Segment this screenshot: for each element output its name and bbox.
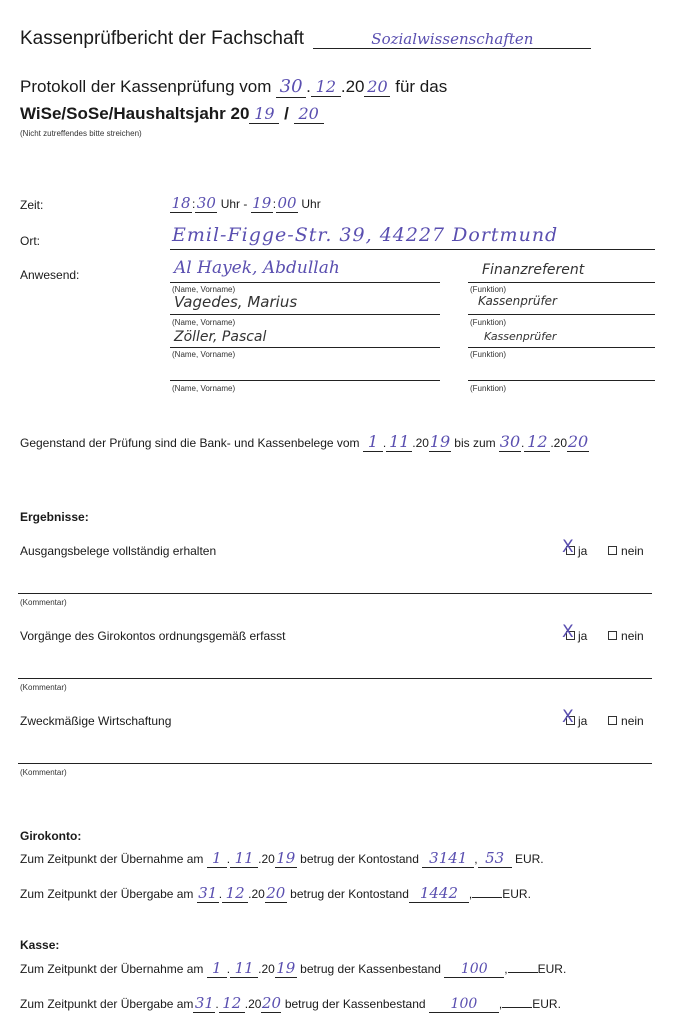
comment-line-2[interactable] xyxy=(18,678,652,679)
result-options-3 xyxy=(562,707,644,728)
term-separator: / xyxy=(284,104,289,123)
dot: . xyxy=(258,852,262,866)
name-caption-1: (Name, Vorname) xyxy=(172,285,236,294)
nein-checkbox-3[interactable] xyxy=(608,716,617,725)
uebergabe-text: Zum Zeitpunkt der Übergabe am xyxy=(20,887,194,901)
zeit-from-minute[interactable]: 30 xyxy=(196,194,216,212)
name-caption-3: (Name, Vorname) xyxy=(172,350,236,359)
term-line xyxy=(20,104,324,124)
dot: . xyxy=(226,962,231,976)
attendee-function-3[interactable]: Kassenprüfer xyxy=(484,330,557,343)
check-mark: X xyxy=(562,707,574,727)
function-line-4[interactable] xyxy=(468,380,655,381)
year-prefix: 20 xyxy=(251,887,265,901)
protocol-text: Protokoll der Kassenprüfung vom xyxy=(20,77,272,96)
dot: . xyxy=(215,997,219,1011)
result-label-2: Vorgänge des Girokontos ordnungsgemäß erfasst xyxy=(20,629,286,643)
giro-uebergabe-month[interactable]: 12 xyxy=(222,884,248,903)
colon: : xyxy=(192,197,196,211)
nein-checkbox-1[interactable] xyxy=(608,546,617,555)
term-label: WiSe/SoSe/Haushaltsjahr 20 xyxy=(20,104,250,123)
function-caption-2: (Funktion) xyxy=(470,318,507,327)
ort-label: Ort: xyxy=(20,234,40,248)
zeit-to-minute[interactable]: 00 xyxy=(277,194,297,212)
name-line-3 xyxy=(170,347,440,348)
kontostand-text: betrug der Kontostand xyxy=(290,887,409,901)
eur-label: EUR. xyxy=(502,887,531,901)
kontostand-text: betrug der Kontostand xyxy=(300,852,419,866)
function-caption-3: (Funktion) xyxy=(470,350,507,359)
result-options-1 xyxy=(562,537,644,558)
dot: . xyxy=(244,997,249,1011)
zeit-to-hour[interactable]: 19 xyxy=(252,194,272,212)
year-prefix: 20 xyxy=(248,997,262,1011)
uebernahme-text: Zum Zeitpunkt der Übernahme am xyxy=(20,852,204,866)
protocol-day[interactable]: 30 xyxy=(276,76,306,98)
kassenbestand-text: betrug der Kassenbestand xyxy=(300,962,441,976)
name-line-2 xyxy=(170,314,440,315)
kasse-uebernahme-cents[interactable] xyxy=(508,972,538,973)
eur-label: EUR. xyxy=(514,852,544,866)
bis-text: bis zum xyxy=(454,436,496,450)
nein-label: nein xyxy=(621,629,644,643)
function-line-3 xyxy=(468,347,655,348)
name-line-4[interactable] xyxy=(170,380,440,381)
dot: . xyxy=(248,887,252,901)
giro-uebernahme-day[interactable]: 1 xyxy=(207,849,227,868)
giro-uebergabe-cents[interactable] xyxy=(472,897,502,898)
dot: . xyxy=(382,436,387,450)
strike-note: (Nicht zutreffendes bitte streichen) xyxy=(20,129,142,138)
function-line-2 xyxy=(468,314,655,315)
giro-uebernahme-month[interactable]: 11 xyxy=(230,849,258,868)
girokonto-uebergabe-line xyxy=(20,884,531,903)
giro-uebernahme-year[interactable]: 19 xyxy=(276,849,296,867)
function-caption-4: (Funktion) xyxy=(470,384,507,393)
title-text: Kassenprüfbericht der Fachschaft xyxy=(20,28,305,49)
document-title xyxy=(20,28,591,50)
colon: : xyxy=(272,197,277,211)
zeit-label: Zeit: xyxy=(20,198,44,212)
dot: . xyxy=(258,962,262,976)
ergebnisse-heading: Ergebnisse: xyxy=(20,510,89,524)
gegenstand-text: Gegenstand der Prüfung sind die Bank- und Kassenbelege vom xyxy=(20,436,360,450)
protocol-line xyxy=(20,76,447,98)
comma: , xyxy=(474,852,478,866)
nein-label: nein xyxy=(621,544,644,558)
kassenbestand-text: betrug der Kassenbestand xyxy=(284,997,426,1011)
result-label-3: Zweckmäßige Wirtschaftung xyxy=(20,714,172,728)
zeit-from-hour[interactable]: 18 xyxy=(171,194,191,212)
comma: , xyxy=(468,887,473,901)
kasse-uebergabe-cents[interactable] xyxy=(502,1007,532,1008)
eur-label: EUR. xyxy=(537,962,567,976)
ja-label: ja xyxy=(578,544,588,558)
fachschaft-field[interactable]: Sozialwissenschaften xyxy=(313,30,591,49)
protocol-month[interactable]: 12 xyxy=(311,77,341,97)
protocol-year-prefix: 20 xyxy=(345,77,365,96)
year-prefix: 20 xyxy=(261,852,275,866)
girokonto-heading: Girokonto: xyxy=(20,829,82,843)
nein-label: nein xyxy=(621,714,644,728)
kasse-uebergabe-euros[interactable]: 100 xyxy=(429,996,499,1013)
kasse-uebernahme-euros[interactable]: 100 xyxy=(444,961,504,978)
year-prefix: 20 xyxy=(553,436,568,450)
comma: , xyxy=(498,997,503,1011)
giro-uebernahme-euros[interactable]: 3141 xyxy=(422,849,474,868)
ja-checkbox-2[interactable] xyxy=(562,622,578,643)
uhr: Uhr xyxy=(301,197,321,211)
dot: . xyxy=(412,436,416,450)
result-label-1: Ausgangsbelege vollständig erhalten xyxy=(20,544,217,558)
ort-line xyxy=(170,249,655,250)
year-prefix: 20 xyxy=(415,436,429,450)
function-line-1 xyxy=(468,282,655,283)
comment-caption-3: (Kommentar) xyxy=(20,768,67,777)
dot: . xyxy=(520,436,525,450)
kasse-uebergabe-line xyxy=(20,994,561,1013)
giro-uebernahme-cents[interactable]: 53 xyxy=(478,849,512,868)
term-year-to[interactable]: 20 xyxy=(294,104,324,124)
comment-line-3[interactable] xyxy=(18,763,652,764)
gegenstand-to-day[interactable]: 30 xyxy=(499,432,521,451)
uebergabe-text: Zum Zeitpunkt der Übergabe am xyxy=(20,997,194,1011)
dot: . xyxy=(218,887,223,901)
nein-checkbox-2[interactable] xyxy=(608,631,617,640)
year-prefix: 20 xyxy=(261,962,275,976)
gegenstand-from-year[interactable]: 19 xyxy=(429,432,451,451)
uebernahme-text: Zum Zeitpunkt der Übernahme am xyxy=(20,962,204,976)
kasse-heading: Kasse: xyxy=(20,938,60,952)
girokonto-uebernahme-line xyxy=(20,849,544,868)
function-caption-1: (Funktion) xyxy=(470,285,507,294)
check-mark: X xyxy=(562,537,574,557)
dot: . xyxy=(226,852,231,866)
gegenstand-from-month[interactable]: 11 xyxy=(386,432,412,452)
kasse-uebernahme-month[interactable]: 11 xyxy=(230,959,258,978)
gegenstand-line xyxy=(20,432,589,452)
name-caption-2: (Name, Vorname) xyxy=(172,318,236,327)
protocol-year[interactable]: 20 xyxy=(364,77,390,97)
comment-caption-1: (Kommentar) xyxy=(20,598,67,607)
attendee-name-2[interactable]: Vagedes, Marius xyxy=(174,293,298,311)
eur-label: EUR. xyxy=(532,997,561,1011)
anwesend-label: Anwesend: xyxy=(20,268,80,282)
kasse-uebergabe-day[interactable]: 31 xyxy=(194,994,214,1012)
zeit-row xyxy=(170,194,321,213)
ja-label: ja xyxy=(578,629,588,643)
gegenstand-from-day[interactable]: 1 xyxy=(363,432,383,452)
result-options-2 xyxy=(562,622,644,643)
attendee-function-2[interactable]: Kassenprüfer xyxy=(478,294,557,308)
ja-checkbox-1[interactable] xyxy=(562,537,578,558)
comment-caption-2: (Kommentar) xyxy=(20,683,67,692)
dot: . xyxy=(306,77,311,96)
dot: . xyxy=(550,436,554,450)
comment-line-1[interactable] xyxy=(18,593,652,594)
gegenstand-to-year[interactable]: 20 xyxy=(567,432,589,451)
name-line-1 xyxy=(170,282,440,283)
dot: . xyxy=(340,77,346,96)
term-year-from[interactable]: 19 xyxy=(249,104,279,124)
comma: , xyxy=(504,962,508,976)
giro-uebergabe-euros[interactable]: 1442 xyxy=(409,884,469,903)
ja-label: ja xyxy=(578,714,588,728)
name-caption-4: (Name, Vorname) xyxy=(172,384,236,393)
kasse-uebernahme-year[interactable]: 19 xyxy=(276,959,296,977)
kasse-uebernahme-day[interactable]: 1 xyxy=(207,959,227,978)
attendee-function-1[interactable]: Finanzreferent xyxy=(482,262,585,278)
kasse-uebergabe-year[interactable]: 20 xyxy=(261,994,282,1012)
gegenstand-to-month[interactable]: 12 xyxy=(524,432,550,452)
protocol-text-after: für das xyxy=(395,77,448,96)
giro-uebergabe-year[interactable]: 20 xyxy=(266,884,286,902)
check-mark: X xyxy=(562,622,574,642)
kasse-uebernahme-line xyxy=(20,959,566,978)
uhr-dash: Uhr - xyxy=(220,197,248,211)
kasse-uebergabe-month[interactable]: 12 xyxy=(219,994,245,1013)
ja-checkbox-3[interactable] xyxy=(562,707,578,728)
attendee-name-1[interactable]: Al Hayek, Abdullah xyxy=(174,258,340,278)
giro-uebergabe-day[interactable]: 31 xyxy=(198,884,218,902)
attendee-name-3[interactable]: Zöller, Pascal xyxy=(174,329,267,345)
ort-value[interactable]: Emil-Figge-Str. 39, 44227 Dortmund xyxy=(172,224,559,246)
